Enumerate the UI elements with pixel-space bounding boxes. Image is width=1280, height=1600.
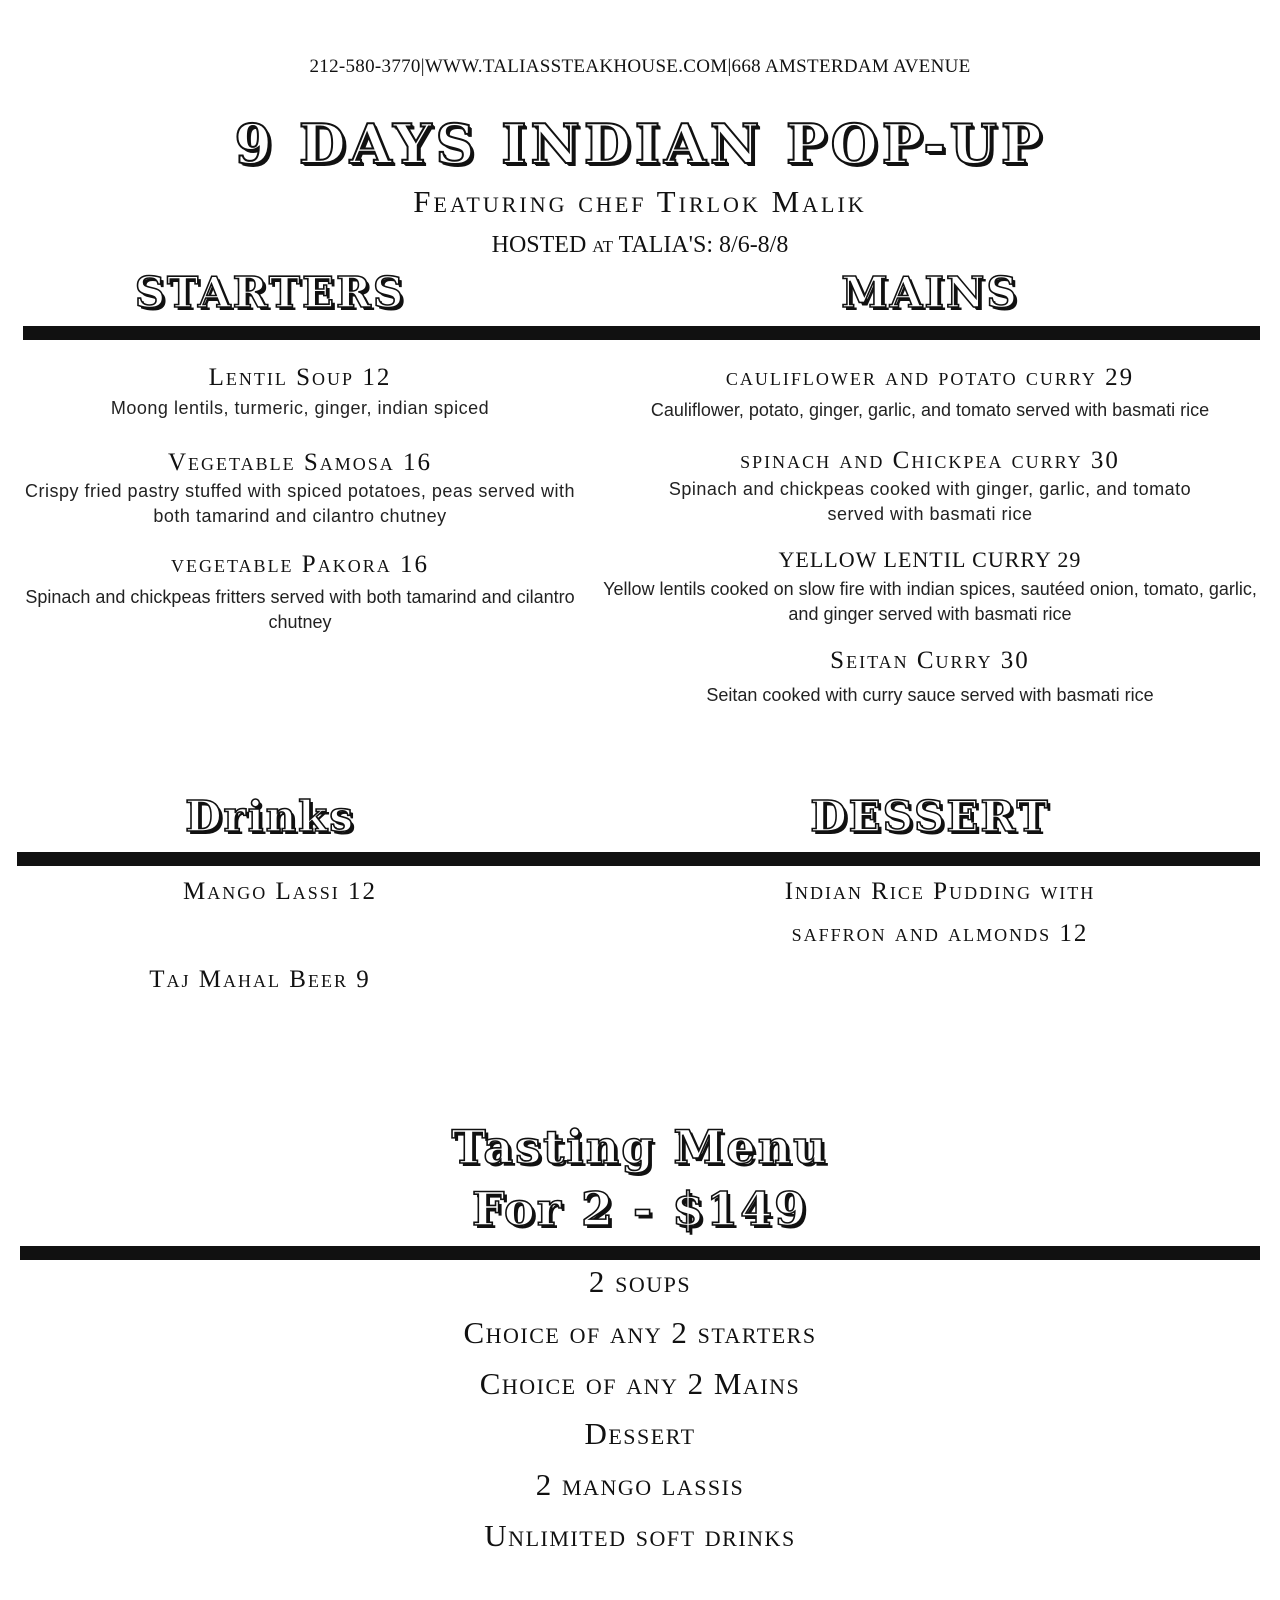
menu-item: [590, 447, 1270, 527]
menu-item: [590, 547, 1270, 627]
dessert-item-line: Indian Rice Pudding with: [784, 878, 1096, 905]
mains-list: [590, 364, 1270, 708]
item-description: Crispy fried pastry stuffed with spiced potatoes, peas served with both tamarind and cilantro chutney: [25, 481, 575, 526]
tasting-menu-title: Tasting Menu: [451, 1120, 829, 1174]
menu-item: [590, 647, 1270, 708]
menu-item: [20, 551, 580, 635]
item-name: cauliflower and potato curry 29: [725, 364, 1135, 391]
dessert-heading: DESSERT: [810, 792, 1050, 841]
item-description: Yellow lentils cooked on slow fire with indian spices, sautéed onion, tomato, garlic, and ginger served with basmati rice: [603, 579, 1257, 624]
divider-rule: [17, 852, 1260, 866]
item-description: Spinach and chickpeas cooked with ginger, garlic, and tomato served with basmati rice: [668, 479, 1192, 524]
tasting-item: Choice of any 2 Mains: [479, 1366, 801, 1401]
divider-rule: [23, 326, 1260, 340]
tasting-menu-price: For 2 - $149: [471, 1182, 809, 1236]
item-name: Vegetable Samosa 16: [167, 449, 432, 476]
item-name: spinach and Chickpea curry 30: [740, 447, 1120, 474]
item-name: Seitan Curry 30: [830, 647, 1030, 674]
hosted-dates: HOSTED at TALIA'S: 8/6-8/8: [491, 232, 789, 258]
drinks-heading: Drinks: [185, 792, 355, 841]
item-description: Spinach and chickpeas fritters served with both tamarind and cilantro chutney: [25, 587, 575, 632]
contact-info: 212-580-3770|WWW.TALIASSTEAKHOUSE.COM|668 AMSTERDAM AVENUE: [309, 56, 971, 77]
item-description: Seitan cooked with curry sauce served with basmati rice: [706, 685, 1154, 705]
menu-item: [20, 449, 580, 529]
menu-item: [20, 364, 580, 421]
item-description: Moong lentils, turmeric, ginger, indian spiced: [110, 398, 490, 418]
tasting-item: Dessert: [584, 1416, 696, 1451]
featuring-chef: Featuring chef Tirlok Malik: [413, 184, 867, 219]
tasting-item: Choice of any 2 starters: [463, 1315, 817, 1350]
page-title: 9 DAYS INDIAN POP-UP: [234, 112, 1046, 176]
dessert-item-line: saffron and almonds 12: [791, 920, 1089, 947]
tasting-item: 2 mango lassis: [535, 1467, 745, 1502]
item-name: YELLOW LENTIL CURRY 29: [778, 547, 1082, 572]
item-name: vegetable Pakora 16: [171, 551, 429, 578]
tasting-item: 2 soups: [588, 1264, 692, 1299]
menu-item: [590, 364, 1270, 423]
starters-heading: STARTERS: [134, 268, 406, 317]
starters-list: [20, 364, 580, 635]
divider-rule: [20, 1246, 1260, 1260]
item-description: Cauliflower, potato, ginger, garlic, and tomato served with basmati rice: [650, 400, 1210, 420]
tasting-item: Unlimited soft drinks: [484, 1518, 796, 1553]
item-name: Lentil Soup 12: [208, 364, 392, 391]
mains-heading: MAINS: [841, 268, 1019, 317]
drink-item: Mango Lassi 12: [182, 878, 377, 905]
drink-item: Taj Mahal Beer 9: [149, 966, 371, 993]
